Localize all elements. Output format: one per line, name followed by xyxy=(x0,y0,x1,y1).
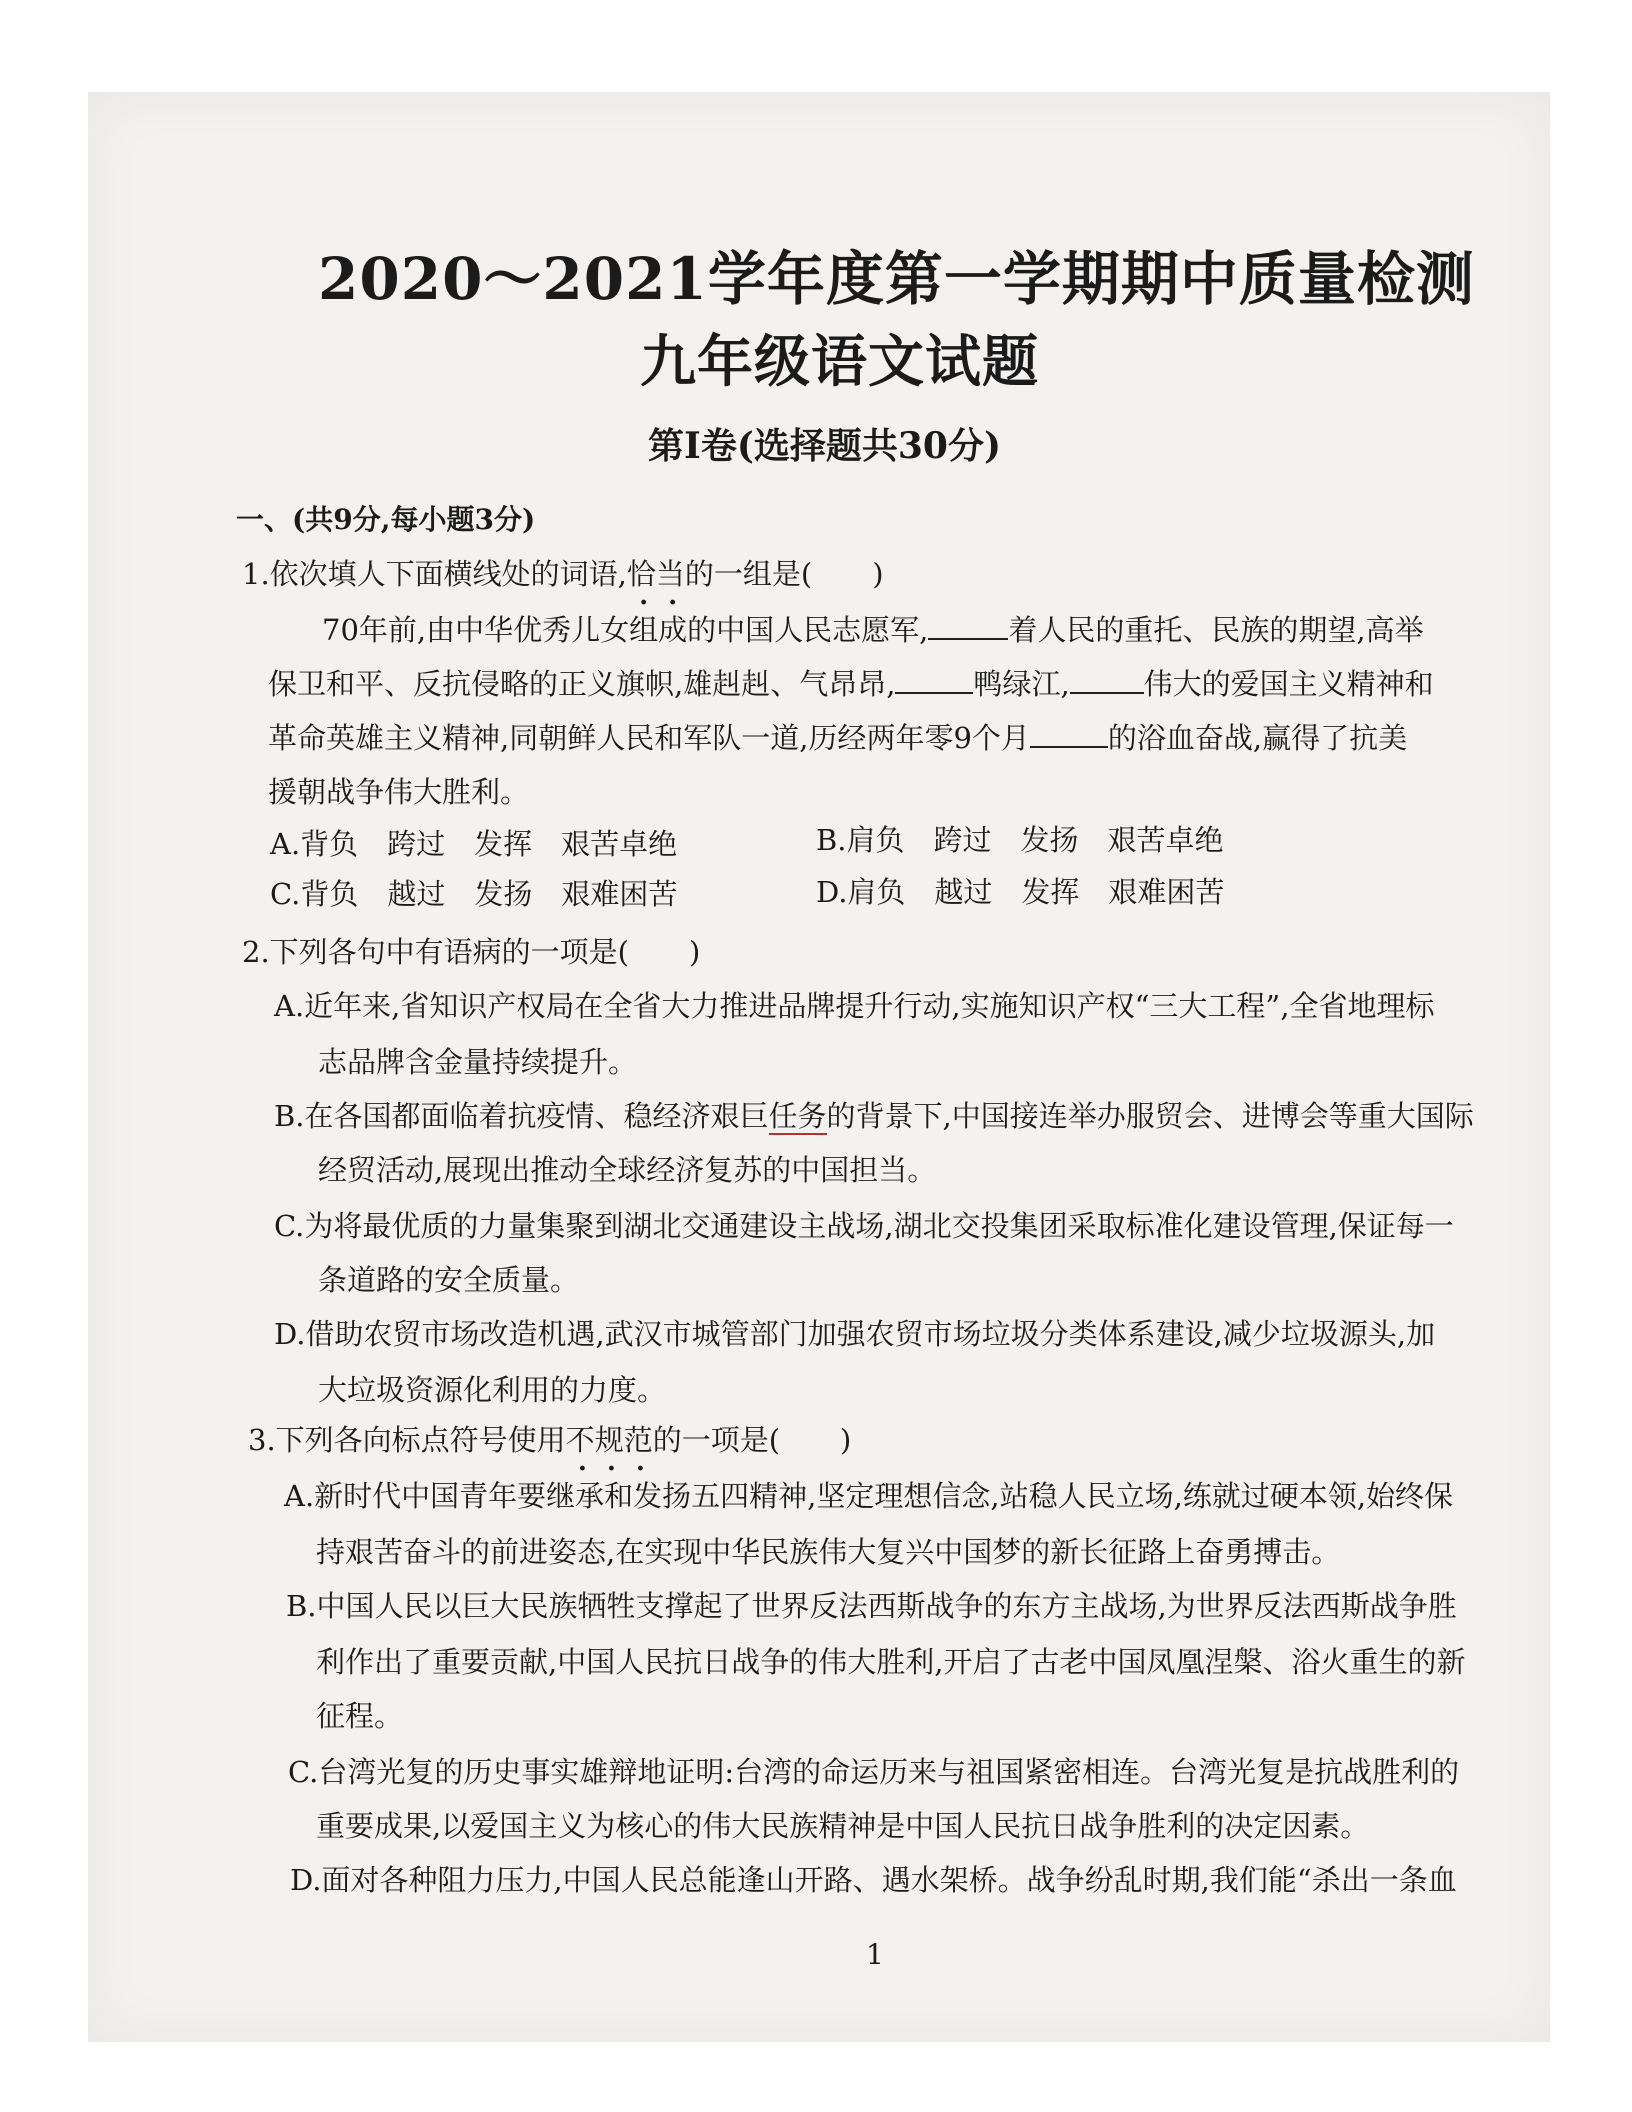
option-2a-line-1: A.近年来,省知识产权局在全省大力推进品牌提升行动,实施知识产权“三大工程”,全省地理标 xyxy=(274,989,1435,1023)
passage-line-3: 革命英雄主义精神,同朝鲜人民和军队一道,历经两年零9个月 的浴血奋战,赢得了抗美 xyxy=(268,721,1408,755)
option-1c: C.背负 越过 发扬 艰难困苦 xyxy=(270,877,678,911)
exam-title: 2020～2021学年度第一学期期中质量检测 xyxy=(318,245,1475,313)
passage-line-4: 援朝战争伟大胜利。 xyxy=(268,775,530,809)
option-1d: D.肩负 越过 发挥 艰难困苦 xyxy=(816,875,1225,909)
blank-3 xyxy=(1070,692,1144,694)
option-2d-line-1: D.借助农贸市场改造机遇,武汉市城管部门加强农贸市场垃圾分类体系建设,减少垃圾源头,加 xyxy=(274,1317,1436,1351)
option-2b-line-1: B.在各国都面临着抗疫情、稳经济艰巨任务的背景下,中国接连举办服贸会、进博会等重大国际 xyxy=(274,1099,1474,1133)
option-3a-line-2: 持艰苦奋斗的前进姿态,在实现中华民族伟大复兴中国梦的新长征路上奋勇搏击。 xyxy=(316,1535,1341,1569)
option-3c-line-2: 重要成果,以爱国主义为核心的伟大民族精神是中国人民抗日战争胜利的决定因素。 xyxy=(316,1809,1370,1843)
option-1b: B.肩负 跨过 发扬 艰苦卓绝 xyxy=(816,823,1224,857)
option-3b-line-3: 征程。 xyxy=(316,1699,404,1733)
passage-line-2: 保卫和平、反抗侵略的正义旗帜,雄赳赳、气昂昂, 鸭绿江, 伟大的爱国主义精神和 xyxy=(268,667,1434,701)
question-2-stem: 2.下列各句中有语病的一项是( ) xyxy=(242,935,701,969)
question-1-stem: 1.依次填人下面横线处的词语,恰当的一组是( ) xyxy=(242,557,884,591)
option-3a-line-1: A.新时代中国青年要继承和发扬五四精神,坚定理想信念,站稳人民立场,练就过硬本领,始终保 xyxy=(284,1479,1454,1513)
option-3d-line-1: D.面对各种阻力压力,中国人民总能逢山开路、遇水架桥。战争纷乱时期,我们能“杀出一条血 xyxy=(290,1863,1457,1897)
part-title: 第Ⅰ卷(选择题共30分) xyxy=(648,425,1002,467)
option-2c-line-2: 条道路的安全质量。 xyxy=(318,1263,580,1297)
option-2c-line-1: C.为将最优质的力量集聚到湖北交通建设主战场,湖北交投集团采取标准化建设管理,保证每一 xyxy=(274,1209,1454,1243)
section-heading: 一、(共9分,每小题3分) xyxy=(236,503,536,536)
question-3-stem: 3.下列各向标点符号使用不规范的一项是( ) xyxy=(248,1423,852,1457)
option-2b-line-2: 经贸活动,展现出推动全球经济复苏的中国担当。 xyxy=(318,1153,937,1187)
blank-1 xyxy=(928,638,1008,640)
option-3c-line-1: C.台湾光复的历史事实雄辩地证明:台湾的命运历来与祖国紧密相连。台湾光复是抗战胜利的 xyxy=(288,1755,1460,1789)
option-2d-line-2: 大垃圾资源化利用的力度。 xyxy=(318,1373,667,1407)
blank-4 xyxy=(1030,746,1108,748)
option-3b-line-2: 利作出了重要贡献,中国人民抗日战争的伟大胜利,开启了古老中国凤凰涅槃、浴火重生的新 xyxy=(316,1645,1466,1679)
passage-line-1: 70年前,由中华优秀儿女组成的中国人民志愿军, 着人民的重托、民族的期望,高举 xyxy=(322,613,1424,647)
exam-subtitle: 九年级语文试题 xyxy=(640,329,1039,395)
option-2a-line-2: 志品牌含金量持续提升。 xyxy=(318,1045,638,1079)
option-1a: A.背负 跨过 发挥 艰苦卓绝 xyxy=(270,827,678,861)
page-number: 1 xyxy=(866,1938,884,1971)
blank-2 xyxy=(895,692,973,694)
option-3b-line-1: B.中国人民以巨大民族牺牲支撑起了世界反法西斯战争的东方主战场,为世界反法西斯战争胜 xyxy=(286,1589,1457,1623)
